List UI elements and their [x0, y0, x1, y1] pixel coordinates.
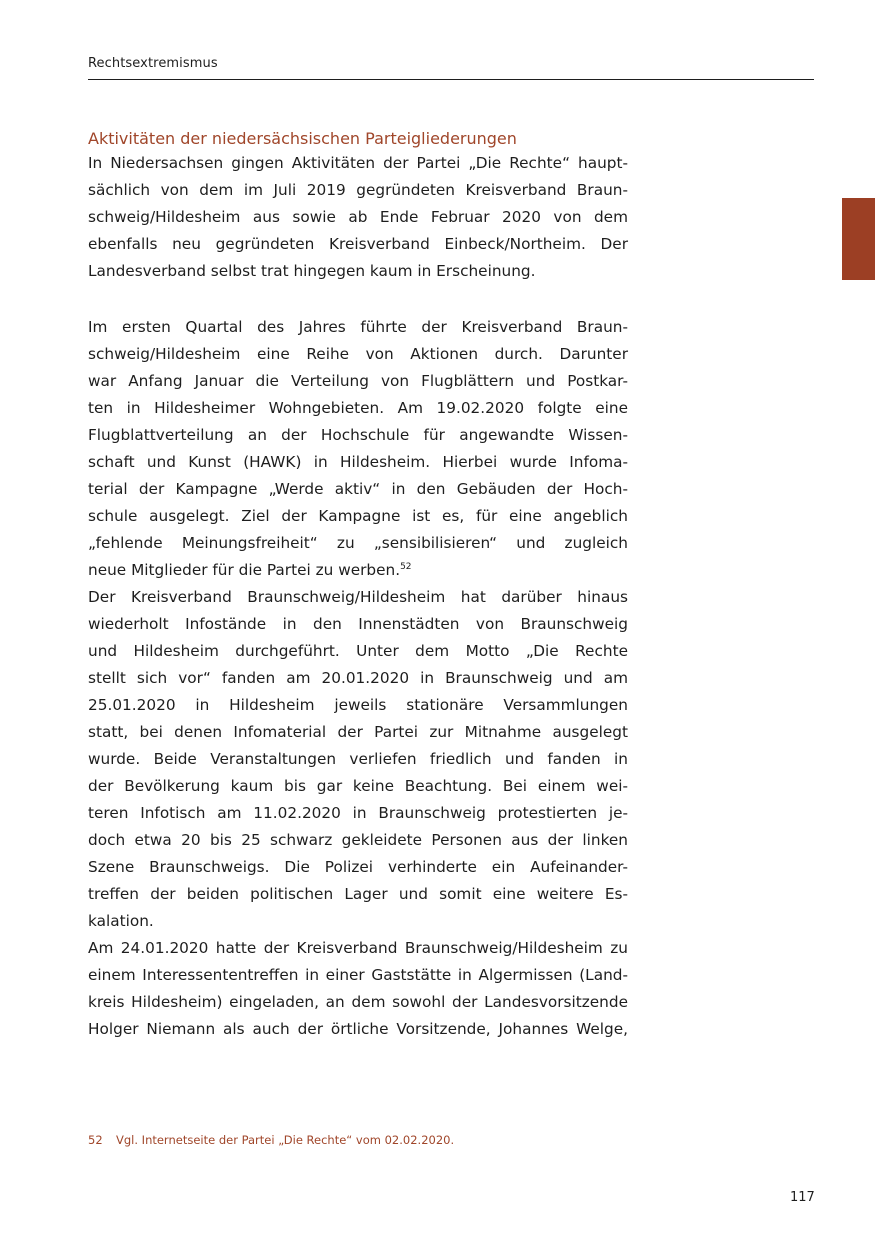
page-number: 117 [790, 1190, 815, 1205]
text-line: ten in Hildesheimer Wohngebieten. Am 19.02.2020 folgte eine [88, 399, 628, 417]
footnote-reference: 52 [400, 562, 412, 572]
text-line: sächlich von dem im Juli 2019 gegründeten Kreisverband Braun- [88, 181, 628, 199]
text-line [88, 557, 628, 584]
header-rule [88, 79, 814, 80]
text-line: Holger Niemann als auch der örtliche Vorsitzende, Johannes Welge, [88, 1020, 628, 1038]
text-line: statt, bei denen Infomaterial der Partei zur Mitnahme ausgelegt [88, 723, 628, 741]
section-heading: Aktivitäten der niedersächsischen Parteigliederungen [88, 129, 517, 148]
text-line: 25.01.2020 in Hildesheim jeweils stationäre Versammlungen [88, 696, 628, 714]
text-line: „fehlende Meinungsfreiheit“ zu „sensibilisieren“ und zugleich [88, 534, 628, 552]
text-line: terial der Kampagne „Werde aktiv“ in den Gebäuden der Hoch- [88, 480, 628, 498]
text-line: und Hildesheim durchgeführt. Unter dem Motto „Die Rechte [88, 642, 628, 660]
text-line: kreis Hildesheim) eingeladen, an dem sowohl der Landesvorsitzende [88, 993, 628, 1011]
text-line: schweig/Hildesheim aus sowie ab Ende Februar 2020 von dem [88, 208, 628, 226]
text-line: ebenfalls neu gegründeten Kreisverband Einbeck/Northeim. Der [88, 235, 628, 253]
text-line-content: neue Mitglieder für die Partei zu werben. [88, 561, 401, 579]
text-line: In Niedersachsen gingen Aktivitäten der Partei „Die Rechte“ haupt- [88, 154, 628, 172]
text-line: Am 24.01.2020 hatte der Kreisverband Braunschweig/Hildesheim zu [88, 939, 628, 957]
text-line: Der Kreisverband Braunschweig/Hildesheim hat darüber hinaus [88, 588, 628, 606]
text-line: teren Infotisch am 11.02.2020 in Braunschweig protestierten je- [88, 804, 628, 822]
running-header: Rechtsextremismus [88, 56, 218, 71]
text-line: einem Interessententreffen in einer Gaststätte in Algermissen (Land- [88, 966, 628, 984]
chapter-tab-marker [842, 198, 875, 280]
footnote-number: 52 [88, 1133, 103, 1147]
text-line: treffen der beiden politischen Lager und somit eine weitere Es- [88, 885, 628, 903]
paragraph-3 [88, 584, 628, 935]
footnote-text: Vgl. Internetseite der Partei „Die Rechte“ vom 02.02.2020. [116, 1133, 455, 1147]
text-line: schaft und Kunst (HAWK) in Hildesheim. Hierbei wurde Infoma- [88, 453, 628, 471]
text-line: der Bevölkerung kaum bis gar keine Beachtung. Bei einem wei- [88, 777, 628, 795]
text-line: Flugblattverteilung an der Hochschule für angewandte Wissen- [88, 426, 628, 444]
text-line: stellt sich vor“ fanden am 20.01.2020 in Braunschweig und am [88, 669, 628, 687]
text-line: doch etwa 20 bis 25 schwarz gekleidete Personen aus der linken [88, 831, 628, 849]
paragraph-1 [88, 150, 628, 285]
text-line: wiederholt Infostände in den Innenstädten von Braunschweig [88, 615, 628, 633]
text-line: schule ausgelegt. Ziel der Kampagne ist es, für eine angeblich [88, 507, 628, 525]
text-line: war Anfang Januar die Verteilung von Flugblättern und Postkar- [88, 372, 628, 390]
text-line: kalation. [88, 912, 154, 930]
paragraph-4 [88, 935, 628, 1043]
footnote [88, 1133, 454, 1147]
text-line: Im ersten Quartal des Jahres führte der Kreisverband Braun- [88, 318, 628, 336]
text-line: wurde. Beide Veranstaltungen verliefen friedlich und fanden in [88, 750, 628, 768]
text-line: Szene Braunschweigs. Die Polizei verhinderte ein Aufeinander- [88, 858, 628, 876]
text-line: schweig/Hildesheim eine Reihe von Aktionen durch. Darunter [88, 345, 628, 363]
paragraph-2 [88, 314, 628, 584]
text-line: Landesverband selbst trat hingegen kaum in Erscheinung. [88, 262, 536, 280]
